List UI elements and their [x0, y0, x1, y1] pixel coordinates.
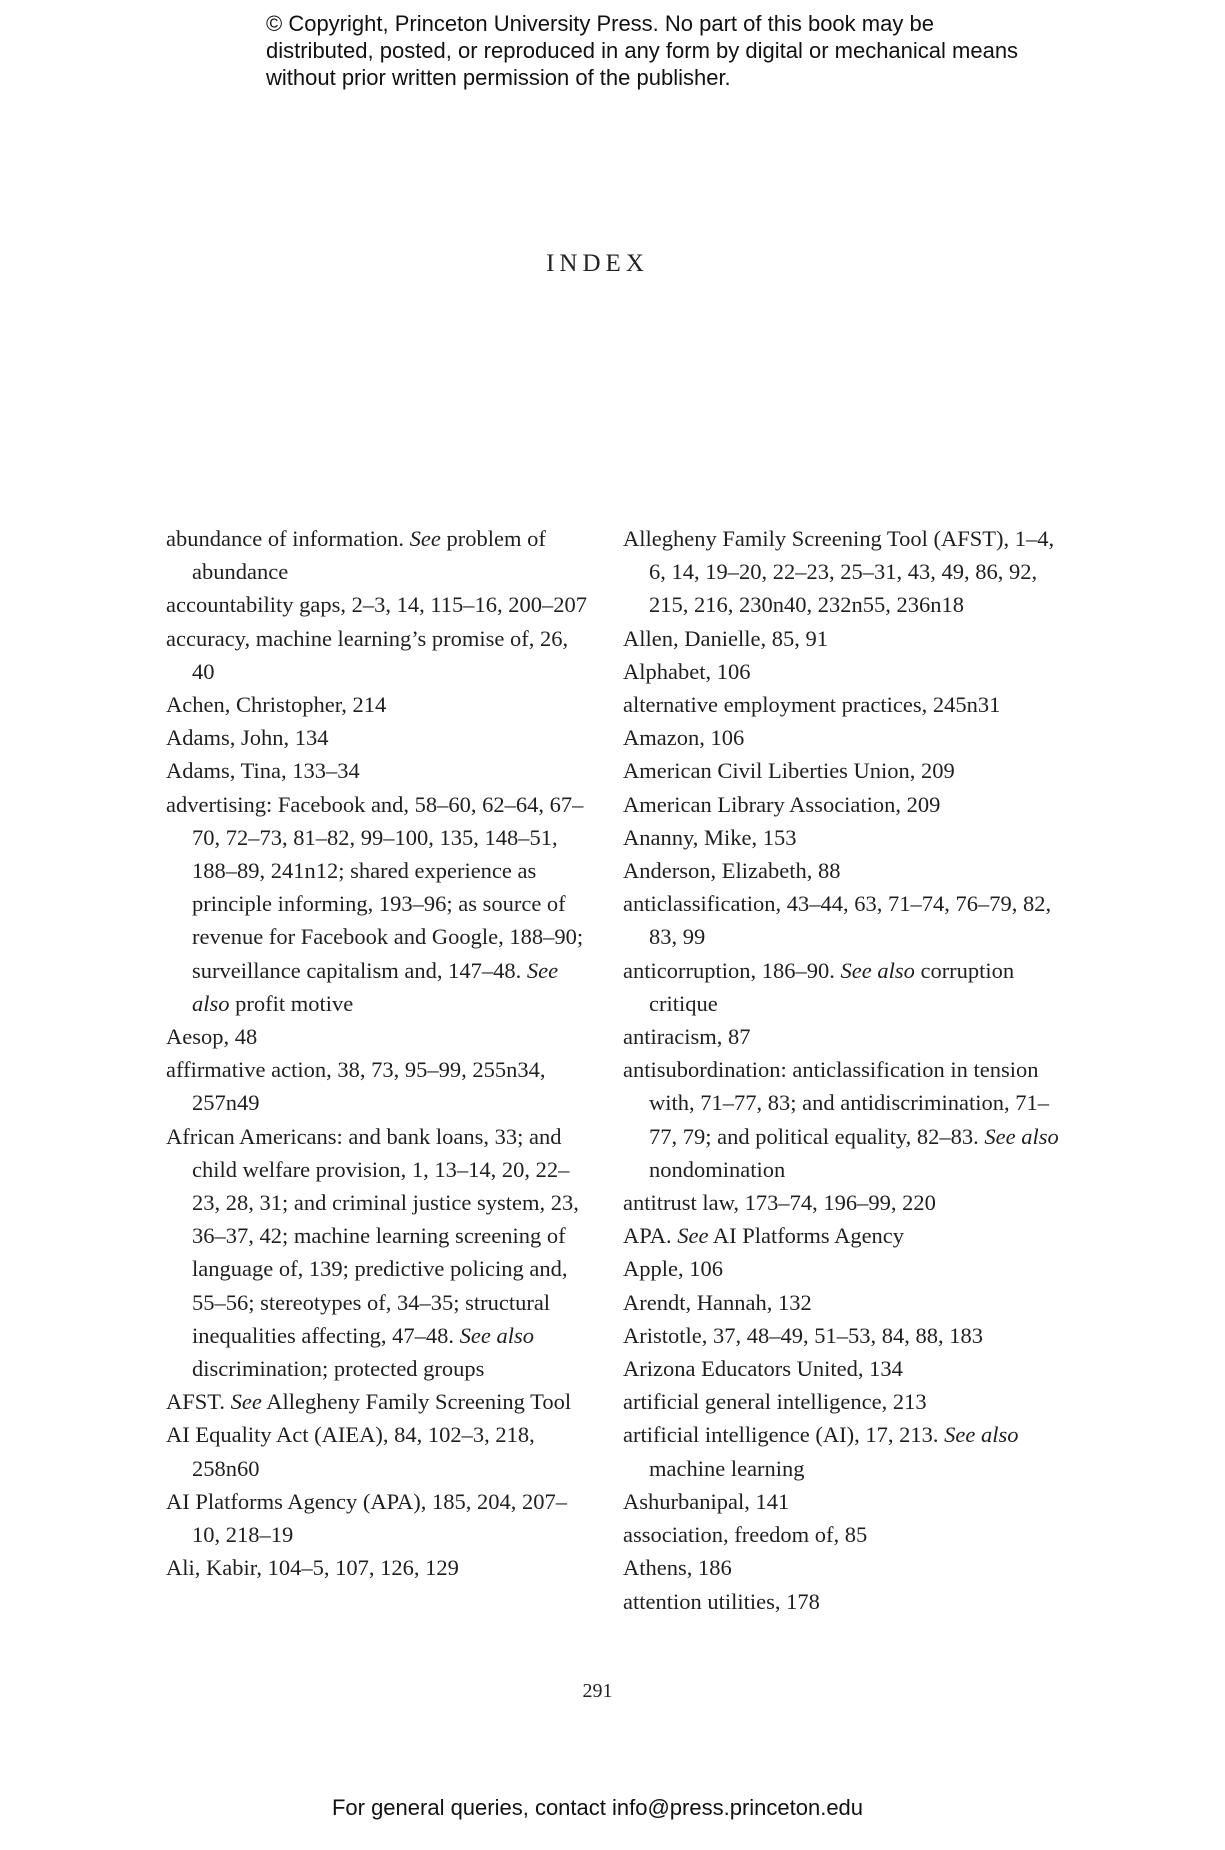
entry-text: artificial intelligence (AI), 17, 213. — [623, 1422, 945, 1448]
entry-text: affirmative action, 38, 73, 95–99, 255n34, 257n49 — [166, 1057, 546, 1116]
index-entry — [623, 1385, 1063, 1418]
entry-text: Alphabet, 106 — [623, 658, 751, 684]
entry-text: APA. — [623, 1223, 678, 1249]
entry-text: Ali, Kabir, 104–5, 107, 126, 129 — [166, 1555, 459, 1581]
index-entry — [623, 1418, 1063, 1484]
entry-text: AFST. — [166, 1389, 231, 1415]
index-entry — [623, 754, 1063, 787]
index-entry — [166, 788, 594, 1020]
index-entry — [623, 954, 1063, 1020]
cross-reference-label: See — [230, 1389, 262, 1415]
index-entry — [623, 887, 1063, 953]
entry-text: American Library Association, 209 — [623, 791, 941, 817]
index-entry — [166, 754, 594, 787]
entry-text: corruption critique — [649, 957, 1015, 1016]
entry-text: accuracy, machine learning’s promise of, 26, 40 — [166, 625, 569, 684]
index-entry — [166, 1053, 594, 1119]
entry-text: antiracism, 87 — [623, 1024, 751, 1050]
index-entry — [166, 1551, 594, 1584]
index-entry — [623, 788, 1063, 821]
entry-text: Allegheny Family Screening Tool (AFST), 1–4, 6, 14, 19–20, 22–23, 25–31, 43, 49, 86, 92, 215, 216, 230n40, 232n55, 236n18 — [623, 526, 1055, 618]
index-entry — [623, 1053, 1063, 1186]
entry-text: Adams, Tina, 133–34 — [166, 758, 360, 784]
copyright-notice: © Copyright, Princeton University Press. No part of this book may be distributed, posted, or reproduced in any form by digital or mechanical means without prior written permission of the publisher. — [266, 11, 1019, 90]
index-entry — [166, 1120, 594, 1386]
entry-text: Aristotle, 37, 48–49, 51–53, 84, 88, 183 — [623, 1322, 983, 1348]
index-entry — [166, 688, 594, 721]
entry-text: AI Platforms Agency — [708, 1223, 905, 1249]
entry-text: African Americans: and bank loans, 33; and child welfare provision, 1, 13–14, 20, 22–23, 28, 31; and criminal justice system, 23, 36–37, 42; machine learning screening of language of, 139; predictive policing and, 55–56; stereotypes of, 34–35; structural inequalities affecting, 47–48. — [166, 1123, 579, 1348]
entry-text: Arizona Educators United, 134 — [623, 1356, 903, 1382]
entry-text: Allegheny Family Screening Tool — [261, 1389, 572, 1415]
entry-text: discrimination; protected groups — [192, 1356, 485, 1382]
entry-text: anticlassification, 43–44, 63, 71–74, 76–79, 82, 83, 99 — [623, 891, 1052, 950]
footer-contact: For general queries, contact info@press.princeton.edu — [331, 1795, 864, 1820]
index-entry — [623, 1518, 1063, 1551]
cross-reference-label: See — [677, 1223, 709, 1249]
index-entry — [166, 1418, 594, 1484]
entry-text: machine learning — [649, 1455, 805, 1481]
page-number: 291 — [582, 1680, 613, 1702]
entry-text: alternative employment practices, 245n31 — [623, 692, 1001, 718]
entry-text: Apple, 106 — [623, 1256, 723, 1282]
index-entry — [623, 1352, 1063, 1385]
entry-text: Amazon, 106 — [623, 725, 745, 751]
index-entry — [166, 721, 594, 754]
index-entry — [623, 688, 1063, 721]
entry-text: Athens, 186 — [623, 1555, 732, 1581]
index-entry — [623, 1551, 1063, 1584]
entry-text: anticorruption, 186–90. — [623, 957, 841, 983]
cross-reference-label: See also — [984, 1123, 1059, 1149]
entry-text: American Civil Liberties Union, 209 — [623, 758, 955, 784]
entry-text: Ananny, Mike, 153 — [623, 824, 797, 850]
entry-text: Ashurbanipal, 141 — [623, 1488, 790, 1514]
index-entry — [166, 522, 594, 588]
entry-text: profit motive — [229, 990, 354, 1016]
index-entry — [623, 1252, 1063, 1285]
cross-reference-label: See also — [840, 957, 915, 983]
entry-text: attention utilities, 178 — [623, 1588, 820, 1614]
entry-text: Arendt, Hannah, 132 — [623, 1289, 812, 1315]
index-column-right — [623, 522, 1063, 1618]
entry-text: Anderson, Elizabeth, 88 — [623, 858, 841, 884]
index-entry — [623, 1286, 1063, 1319]
cross-reference-label: See — [409, 526, 441, 551]
index-entry — [623, 1186, 1063, 1219]
index-entry — [623, 854, 1063, 887]
index-entry — [166, 588, 594, 621]
entry-text: problem of abundance — [192, 526, 546, 585]
cross-reference-label: See also — [192, 957, 559, 1016]
entry-text: AI Platforms Agency (APA), 185, 204, 207–10, 218–19 — [166, 1488, 568, 1548]
index-entry — [623, 721, 1063, 754]
entry-text: advertising: Facebook and, 58–60, 62–64, 67–70, 72–73, 81–82, 99–100, 135, 148–51, 188–89, 241n12; shared experience as principle informing, 193–96; as source of revenue for Facebook and Google, 188–90; surveillance capitalism and, 147–48. — [166, 791, 584, 983]
index-entry — [623, 821, 1063, 854]
entry-text: Adams, John, 134 — [166, 725, 329, 751]
index-entry — [623, 522, 1063, 622]
entry-text: accountability gaps, 2–3, 14, 115–16, 200–207 — [166, 592, 587, 618]
index-entry — [623, 622, 1063, 655]
index-entry — [623, 655, 1063, 688]
entry-text: Aesop, 48 — [166, 1024, 258, 1050]
entry-text: antitrust law, 173–74, 196–99, 220 — [623, 1190, 936, 1216]
index-entry — [623, 1219, 1063, 1252]
entry-text: abundance of information. — [166, 526, 410, 551]
cross-reference-label: See also — [944, 1422, 1019, 1448]
entry-text: Achen, Christopher, 214 — [166, 692, 387, 718]
index-entry — [623, 1585, 1063, 1618]
index-entry — [166, 1485, 594, 1551]
index-entry — [623, 1485, 1063, 1518]
index-entry — [166, 1020, 594, 1053]
entry-text: antisubordination: anticlassification in tension with, 71–77, 83; and antidiscrimination, 71–77, 79; and political equality, 82–83. — [623, 1057, 1049, 1149]
entry-text: nondomination — [649, 1156, 786, 1182]
entry-text: AI Equality Act (AIEA), 84, 102–3, 218, 258n60 — [166, 1422, 535, 1481]
entry-text: association, freedom of, 85 — [623, 1522, 868, 1548]
entry-text: artificial general intelligence, 213 — [623, 1389, 927, 1415]
index-entry — [166, 622, 594, 688]
page-title: INDEX — [546, 250, 649, 277]
index-column-left — [166, 522, 594, 1585]
index-entry — [623, 1020, 1063, 1053]
index-entry — [166, 1385, 594, 1418]
entry-text: Allen, Danielle, 85, 91 — [623, 625, 828, 651]
index-entry — [623, 1319, 1063, 1352]
cross-reference-label: See also — [459, 1322, 534, 1348]
